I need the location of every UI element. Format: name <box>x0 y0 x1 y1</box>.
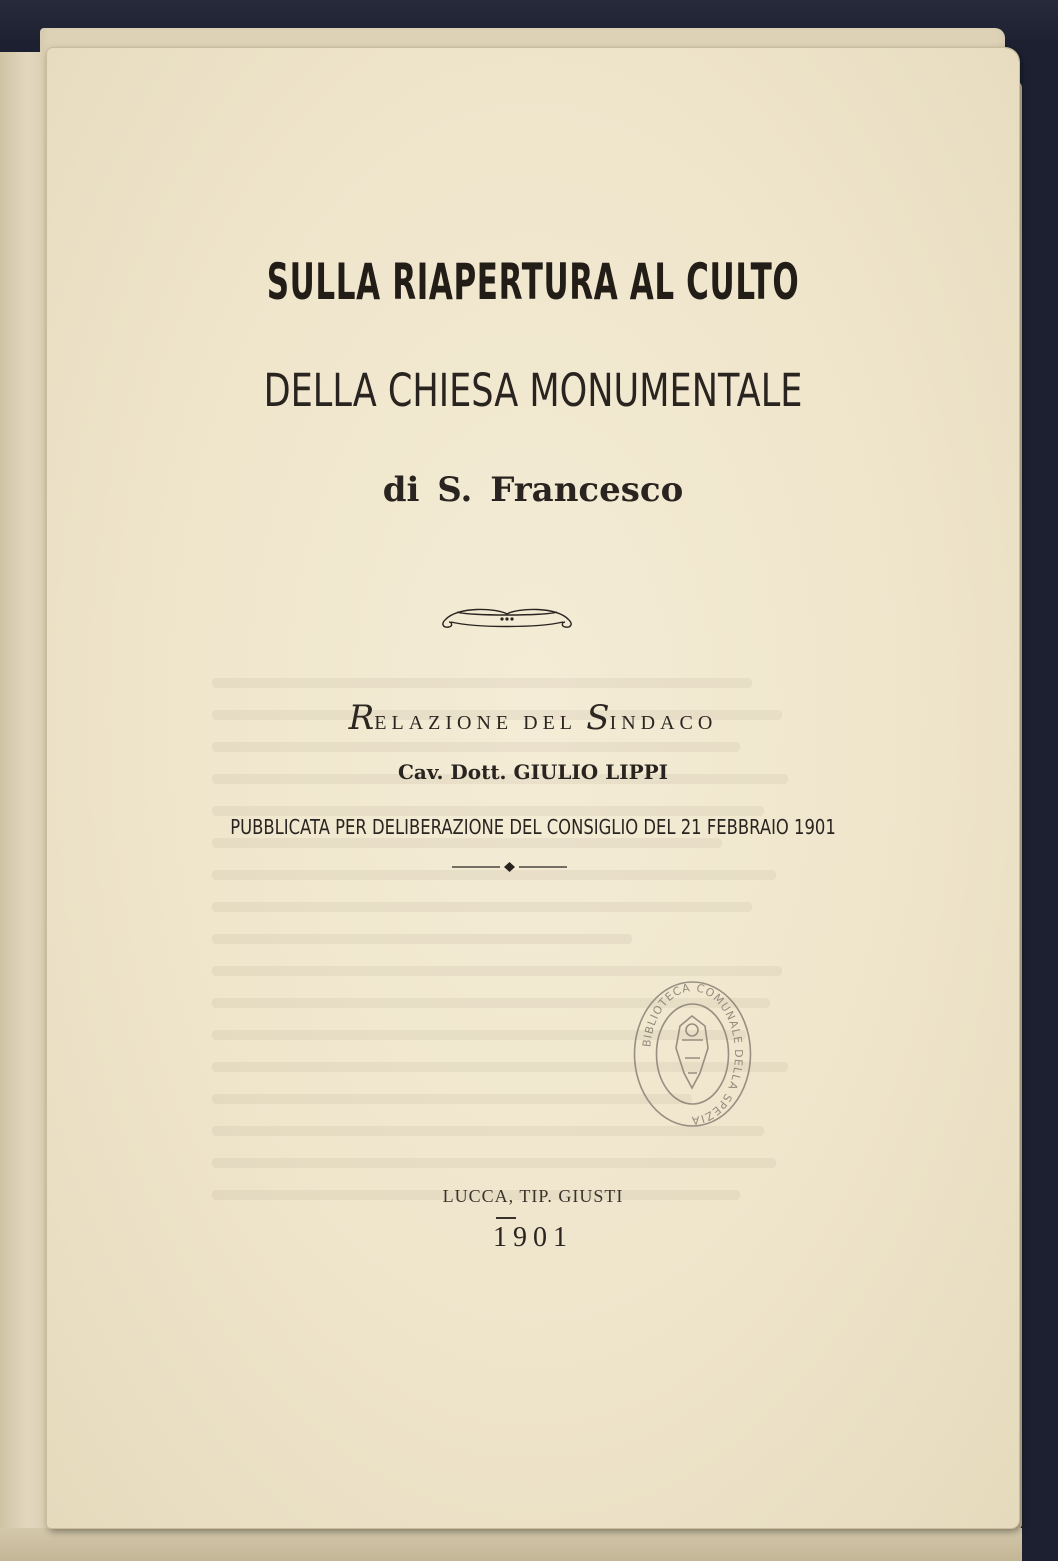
title-page <box>47 48 1019 1528</box>
stamp-text: BIBLIOTECA COMUNALE DELLA SPEZIA <box>640 981 746 1127</box>
bottom-page-edge <box>0 1528 1022 1561</box>
library-stamp-icon <box>630 978 755 1130</box>
report-subtitle <box>47 698 1019 738</box>
title-line-2: DELLA CHIESA MONUMENTALE <box>263 364 803 417</box>
title-line-3: di S. Francesco <box>382 470 684 510</box>
diamond-divider-icon <box>452 860 567 874</box>
scroll-ornament-icon <box>437 598 577 632</box>
publication-note: PUBBLICATA PER DELIBERAZIONE DEL CONSIGLIO DEL 21 FEBBRAIO 1901 <box>230 815 836 839</box>
report-initial-r: R <box>348 698 375 738</box>
printer-imprint: LUCCA, TIP. GIUSTI <box>442 1186 624 1206</box>
author-name: Cav. Dott. GIULIO LIPPI <box>397 760 669 784</box>
imprint-rule <box>496 1217 516 1219</box>
report-initial-s: S <box>586 698 610 738</box>
publication-year: 1901 <box>493 1222 573 1253</box>
left-page-edge <box>0 52 52 1561</box>
report-word-1: ELAZIONE DEL <box>374 712 587 734</box>
title-line-1: SULLA RIAPERTURA AL CULTO <box>266 253 800 311</box>
report-word-2: INDACO <box>609 712 718 734</box>
